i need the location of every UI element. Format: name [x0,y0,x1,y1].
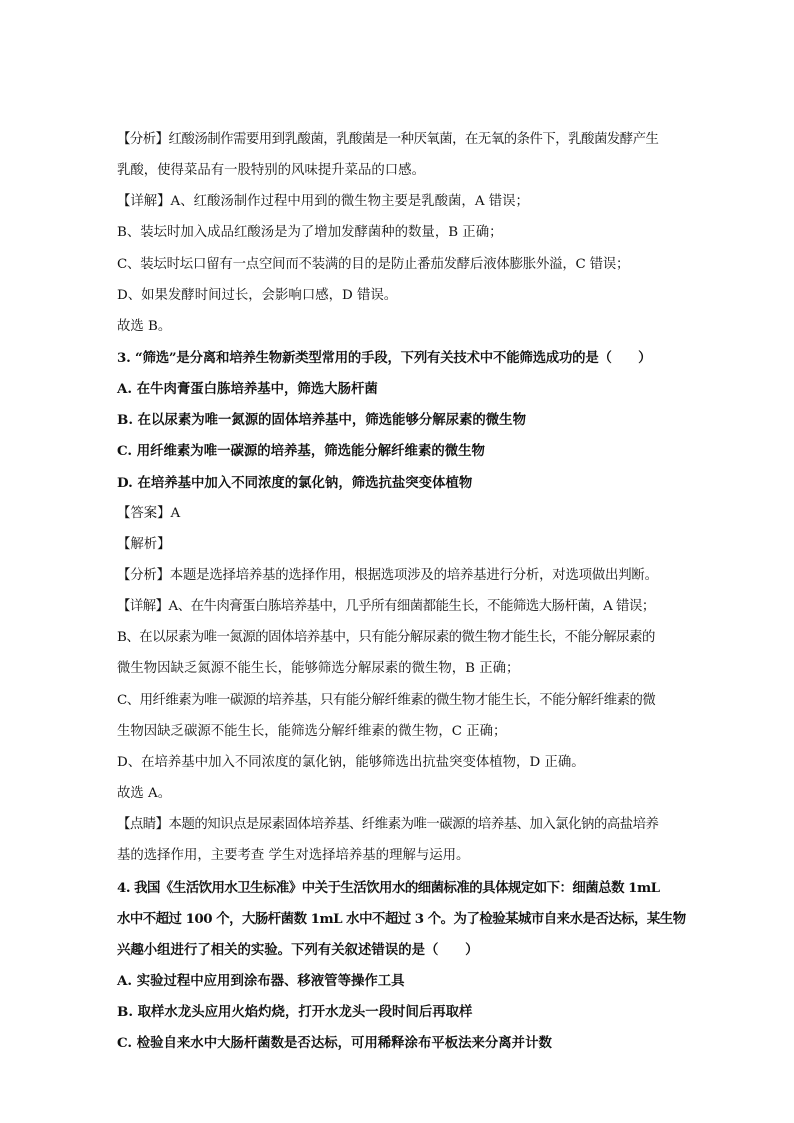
question-3-option-c: C. 用纤维素为唯一碳源的培养基，筛选能分解纤维素的微生物 [117,443,485,459]
text-line: C、用纤维素为唯一碳源的培养基，只有能分解纤维素的微生物才能生长，不能分解纤维素的微 [117,693,656,708]
text-line: 【分析】红酸汤制作需要用到乳酸菌，乳酸菌是一种厌氧菌，在无氧的条件下，乳酸菌发酵产生 [117,132,659,147]
question-3-option-b: B. 在以尿素为唯一氮源的固体培养基中，筛选能够分解尿素的微生物 [117,412,526,428]
question-4-option-c: C. 检验自来水中大肠杆菌数是否达标，可用稀释涂布平板法来分离并计数 [117,1035,552,1051]
text-line: C、装坛时坛口留有一点空间而不装满的目的是防止番茄发酵后液体膨胀外溢，C 错误； [117,257,630,272]
question-3-option-d: D. 在培养基中加入不同浓度的氯化钠，筛选抗盐突变体植物 [117,475,473,491]
text-line: 【点睛】本题的知识点是尿素固体培养基、纤维素为唯一碳源的培养基、加入氯化钠的高盐培养 [117,817,659,832]
analysis-label: 【解析】 [117,537,171,552]
text-line: 故选 A。 [117,786,172,801]
question-4-option-a: A. 实验过程中应用到涂布器、移液管等操作工具 [117,973,405,989]
text-line: 故选 B。 [117,319,172,334]
text-line: 【详解】A、在牛肉膏蛋白胨培养基中，几乎所有细菌都能生长，不能筛选大肠杆菌，A 错误； [117,599,655,614]
text-line: 生物因缺乏碳源不能生长，能筛选分解纤维素的微生物，C 正确； [117,724,507,739]
answer-label: 【答案】A [117,506,181,521]
text-line: D、在培养基中加入不同浓度的氯化钠，能够筛选出抗盐突变体植物，D 正确。 [117,755,585,770]
text-line: 基的选择作用，主要考查 学生对选择培养基的理解与运用。 [117,848,470,863]
text-line: 【详解】A、红酸汤制作过程中用到的微生物主要是乳酸菌，A 错误； [117,194,529,209]
text-line: 乳酸，使得菜品有一股特别的风味提升菜品的口感。 [117,163,425,178]
text-line: B、装坛时加入成品红酸汤是为了增加发酵菌种的数量，B 正确； [117,225,503,240]
question-4-stem: 4. 我国《生活饮用水卫生标准》中关于生活饮用水的细菌标准的具体规定如下：细菌总数 1mL [117,880,660,896]
text-line: D、如果发酵时间过长，会影响口感，D 错误。 [117,288,398,303]
question-4-option-b: B. 取样水龙头应用火焰灼烧，打开水龙头一段时间后再取样 [117,1004,473,1020]
question-3-stem: 3. “筛选”是分离和培养生物新类型常用的手段，下列有关技术中不能筛选成功的是（ ） [117,350,652,366]
question-4-stem: 兴趣小组进行了相关的实验。下列有关叙述错误的是（ ） [117,942,479,958]
text-line: 【分析】本题是选择培养基的选择作用，根据选项涉及的培养基进行分析，对选项做出判断。 [117,568,658,583]
text-line: B、在以尿素为唯一氮源的固体培养基中，只有能分解尿素的微生物才能生长，不能分解尿素的 [117,630,655,645]
text-line: 微生物因缺乏氮源不能生长，能够筛选分解尿素的微生物，B 正确； [117,661,520,676]
question-3-option-a: A. 在牛肉膏蛋白胨培养基中，筛选大肠杆菌 [117,381,378,397]
question-4-stem: 水中不超过 100 个，大肠杆菌数 1mL 水中不超过 3 个。为了检验某城市自来水是否达标，某生物 [117,911,686,927]
